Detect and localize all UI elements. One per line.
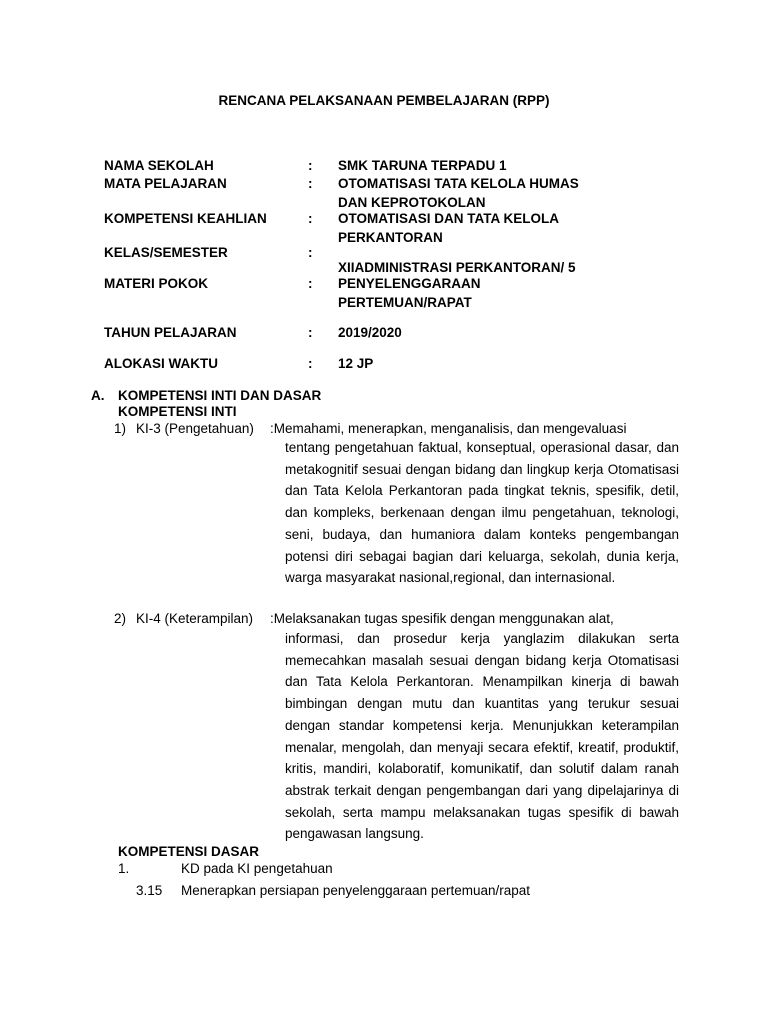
section-subheading: KOMPETENSI INTI xyxy=(118,404,237,419)
kd-item-text: KD pada KI pengetahuan xyxy=(181,861,333,876)
value-kompetensi-keahlian-line2: PERKANTORAN xyxy=(338,230,443,245)
ki-paragraph: tentang pengetahuan faktual, konseptual, operasional dasar, dan metakognitif sesuai dengan bidang dan lingkup kerja Otomatisasi dan Tata Kelola Perkantoran pada tingkat teknis, spesifik, detil, dan kompleks, berkenaan dengan ilmu pengetahuan, teknologi, seni, budaya, dan humaniora dalam konteks pengembangan potensi diri sebagai bagian dari keluarga, sekolah, dunia kerja, warga masyarakat nasional,regional, dan internasional. xyxy=(285,440,679,586)
ki-number: 1) xyxy=(114,421,127,436)
kd-number: 3.15 xyxy=(136,883,163,898)
value-materi-pokok: PENYELENGGARAAN xyxy=(338,276,481,291)
value-kompetensi-keahlian: OTOMATISASI DAN TATA KELOLA xyxy=(338,211,559,226)
label-alokasi-waktu: ALOKASI WAKTU xyxy=(104,356,218,371)
value-kelas-semester: XIIADMINISTRASI PERKANTORAN/ 5 xyxy=(338,260,576,275)
kd-heading: KOMPETENSI DASAR xyxy=(118,844,260,859)
colon: : xyxy=(308,356,313,371)
value-mata-pelajaran-line2: DAN KEPROTOKOLAN xyxy=(338,195,486,210)
document-title: RENCANA PELAKSANAAN PEMBELAJARAN (RPP) xyxy=(218,93,550,108)
colon: : xyxy=(308,176,313,191)
label-materi-pokok: MATERI POKOK xyxy=(104,276,208,291)
value-mata-pelajaran: OTOMATISASI TATA KELOLA HUMAS xyxy=(338,176,579,191)
section-marker: A. xyxy=(91,388,105,403)
value-materi-pokok-line2: PERTEMUAN/RAPAT xyxy=(338,295,472,310)
value-alokasi-waktu: 12 JP xyxy=(338,356,374,371)
ki-label: KI-3 (Pengetahuan) xyxy=(136,421,254,436)
label-kompetensi-keahlian: KOMPETENSI KEAHLIAN xyxy=(104,211,267,226)
label-kelas-semester: KELAS/SEMESTER xyxy=(104,245,228,260)
ki-first-line: :Memahami, menerapkan, menganalisis, dan mengevaluasi xyxy=(270,421,627,436)
colon: : xyxy=(308,276,313,291)
section-heading: KOMPETENSI INTI DAN DASAR xyxy=(118,388,322,403)
label-mata-pelajaran: MATA PELAJARAN xyxy=(104,176,227,191)
ki-number: 2) xyxy=(114,611,127,626)
colon: : xyxy=(308,245,313,260)
ki-first-line: :Melaksanakan tugas spesifik dengan menggunakan alat, xyxy=(270,611,614,626)
colon: : xyxy=(308,211,313,226)
colon: : xyxy=(308,158,313,173)
kd-number: 1. xyxy=(118,861,130,876)
colon: : xyxy=(308,325,313,340)
ki-label: KI-4 (Keterampilan) xyxy=(136,611,254,626)
ki-paragraph: informasi, dan prosedur kerja yanglazim dilakukan serta memecahkan masalah sesuai dengan bidang kerja Otomatisasi dan Tata Kelola Perkantoran. Menampilkan kinerja di bawah bimbingan dengan mutu dan kuantitas yang terukur sesuai dengan standar kompetensi kerja. Menunjukkan keterampilan menalar, mengolah, dan menyaji secara efektif, kreatif, produktif, kritis, mandiri, kolaboratif, komunikatif, dan solutif dalam ranah abstrak terkait dengan pengembangan dari yang dipelajarinya di sekolah, serta mampu melaksanakan tugas spesifik di bawah pengawasan langsung. xyxy=(285,631,679,842)
kd-item-text: Menerapkan persiapan penyelenggaraan pertemuan/rapat xyxy=(181,883,530,898)
label-nama-sekolah: NAMA SEKOLAH xyxy=(104,158,214,173)
value-nama-sekolah: SMK TARUNA TERPADU 1 xyxy=(338,158,507,173)
value-tahun-pelajaran: 2019/2020 xyxy=(338,325,402,340)
label-tahun-pelajaran: TAHUN PELAJARAN xyxy=(104,325,237,340)
